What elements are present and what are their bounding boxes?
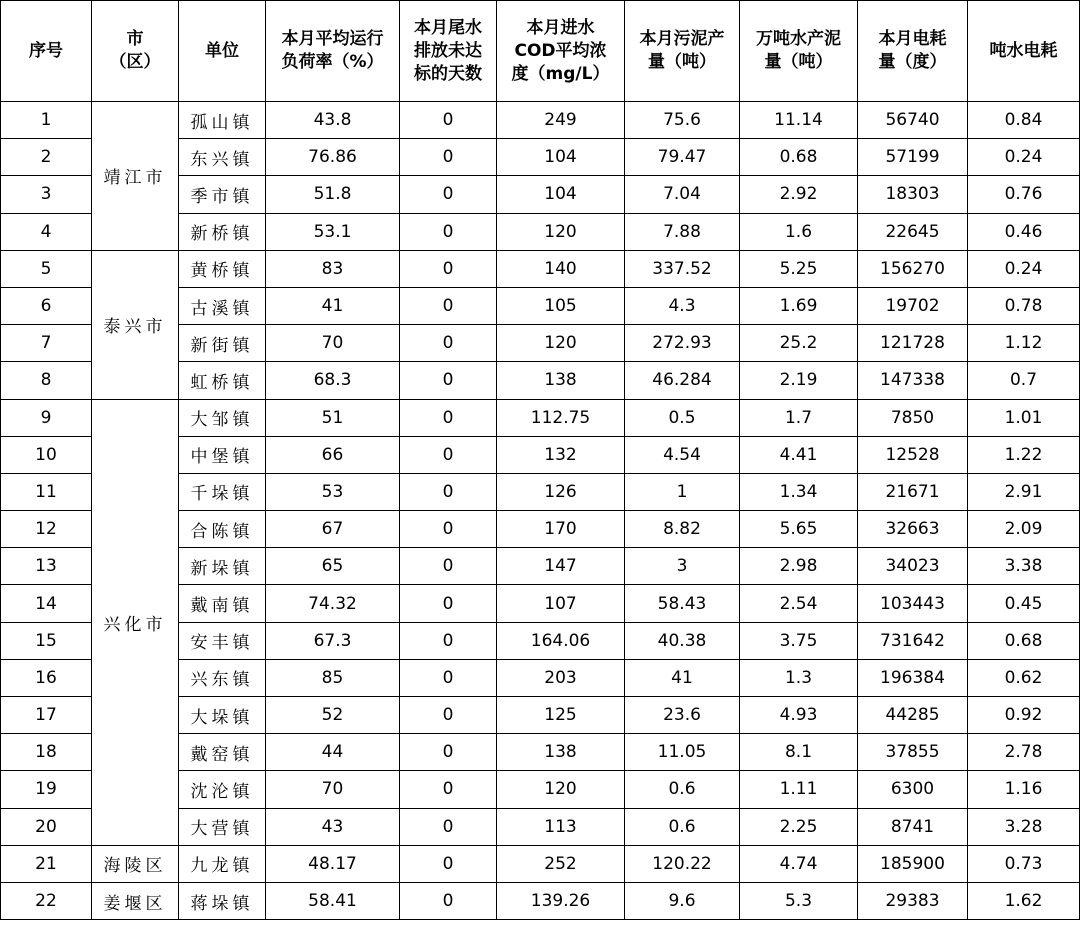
cell-sludge-per-10k: 2.98 [740, 548, 858, 585]
cell-power: 29383 [858, 882, 968, 919]
cell-power: 731642 [858, 622, 968, 659]
cell-load-rate: 52 [266, 697, 400, 734]
cell-load-rate: 65 [266, 548, 400, 585]
cell-power: 121728 [858, 325, 968, 362]
cell-sludge-per-10k: 1.3 [740, 659, 858, 696]
header-power-per-ton: 吨水电耗 [968, 1, 1080, 102]
cell-load-rate: 83 [266, 250, 400, 287]
cell-power: 185900 [858, 845, 968, 882]
cell-power: 22645 [858, 213, 968, 250]
cell-power-per-ton: 1.01 [968, 399, 1080, 436]
cell-noncompliant-days: 0 [400, 436, 497, 473]
cell-load-rate: 68.3 [266, 362, 400, 399]
cell-load-rate: 44 [266, 734, 400, 771]
cell-power: 18303 [858, 176, 968, 213]
cell-sludge-per-10k: 5.65 [740, 511, 858, 548]
cell-sludge: 8.82 [625, 511, 740, 548]
header-index: 序号 [1, 1, 92, 102]
cell-sludge-per-10k: 8.1 [740, 734, 858, 771]
cell-cod: 203 [497, 659, 625, 696]
cell-unit: 新垛镇 [179, 548, 266, 585]
cell-unit: 兴东镇 [179, 659, 266, 696]
cell-unit: 孤山镇 [179, 102, 266, 139]
cell-cod: 132 [497, 436, 625, 473]
table-body [1, 102, 1080, 920]
cell-index: 18 [1, 734, 92, 771]
cell-noncompliant-days: 0 [400, 511, 497, 548]
cell-cod: 113 [497, 808, 625, 845]
cell-sludge: 0.6 [625, 771, 740, 808]
cell-noncompliant-days: 0 [400, 697, 497, 734]
cell-power-per-ton: 0.45 [968, 585, 1080, 622]
table-row [1, 845, 1080, 882]
cell-cod: 105 [497, 287, 625, 324]
cell-power-per-ton: 0.76 [968, 176, 1080, 213]
table-row [1, 882, 1080, 919]
cell-noncompliant-days: 0 [400, 771, 497, 808]
cell-sludge: 11.05 [625, 734, 740, 771]
cell-sludge-per-10k: 4.41 [740, 436, 858, 473]
cell-index: 12 [1, 511, 92, 548]
cell-index: 16 [1, 659, 92, 696]
cell-sludge-per-10k: 3.75 [740, 622, 858, 659]
cell-power-per-ton: 1.12 [968, 325, 1080, 362]
header-noncompliant-days: 本月尾水 排放未达 标的天数 [400, 1, 497, 102]
cell-noncompliant-days: 0 [400, 622, 497, 659]
table-row [1, 399, 1080, 436]
header-load-rate: 本月平均运行 负荷率（%） [266, 1, 400, 102]
cell-unit: 黄桥镇 [179, 250, 266, 287]
cell-unit: 新桥镇 [179, 213, 266, 250]
cell-noncompliant-days: 0 [400, 250, 497, 287]
cell-city: 靖江市 [92, 102, 179, 251]
cell-index: 7 [1, 325, 92, 362]
cell-unit: 沈沦镇 [179, 771, 266, 808]
cell-power: 56740 [858, 102, 968, 139]
cell-sludge-per-10k: 4.93 [740, 697, 858, 734]
cell-power-per-ton: 1.22 [968, 436, 1080, 473]
header-sludge-per-10k: 万吨水产泥 量（吨） [740, 1, 858, 102]
cell-load-rate: 41 [266, 287, 400, 324]
cell-load-rate: 67.3 [266, 622, 400, 659]
cell-power-per-ton: 1.62 [968, 882, 1080, 919]
cell-cod: 125 [497, 697, 625, 734]
cell-unit: 戴南镇 [179, 585, 266, 622]
cell-load-rate: 70 [266, 325, 400, 362]
cell-noncompliant-days: 0 [400, 176, 497, 213]
header-cod: 本月进水 COD平均浓 度（mg/L） [497, 1, 625, 102]
cell-noncompliant-days: 0 [400, 399, 497, 436]
cell-cod: 140 [497, 250, 625, 287]
cell-cod: 138 [497, 362, 625, 399]
cell-unit: 季市镇 [179, 176, 266, 213]
cell-sludge-per-10k: 1.6 [740, 213, 858, 250]
cell-power: 147338 [858, 362, 968, 399]
cell-power: 19702 [858, 287, 968, 324]
cell-sludge: 7.88 [625, 213, 740, 250]
cell-sludge: 9.6 [625, 882, 740, 919]
cell-index: 10 [1, 436, 92, 473]
cell-unit: 九龙镇 [179, 845, 266, 882]
cell-sludge: 46.284 [625, 362, 740, 399]
cell-power-per-ton: 3.28 [968, 808, 1080, 845]
cell-power-per-ton: 1.16 [968, 771, 1080, 808]
cell-unit: 安丰镇 [179, 622, 266, 659]
cell-power-per-ton: 0.24 [968, 250, 1080, 287]
cell-noncompliant-days: 0 [400, 585, 497, 622]
cell-sludge: 4.54 [625, 436, 740, 473]
cell-sludge: 272.93 [625, 325, 740, 362]
cell-power: 196384 [858, 659, 968, 696]
cell-noncompliant-days: 0 [400, 882, 497, 919]
cell-noncompliant-days: 0 [400, 808, 497, 845]
cell-power-per-ton: 0.73 [968, 845, 1080, 882]
cell-index: 6 [1, 287, 92, 324]
cell-power: 8741 [858, 808, 968, 845]
cell-unit: 虹桥镇 [179, 362, 266, 399]
cell-cod: 120 [497, 771, 625, 808]
cell-sludge: 1 [625, 473, 740, 510]
cell-noncompliant-days: 0 [400, 473, 497, 510]
cell-noncompliant-days: 0 [400, 213, 497, 250]
cell-sludge: 23.6 [625, 697, 740, 734]
cell-sludge-per-10k: 2.92 [740, 176, 858, 213]
cell-sludge-per-10k: 0.68 [740, 139, 858, 176]
cell-load-rate: 43.8 [266, 102, 400, 139]
cell-cod: 249 [497, 102, 625, 139]
cell-noncompliant-days: 0 [400, 287, 497, 324]
cell-unit: 合陈镇 [179, 511, 266, 548]
cell-power: 37855 [858, 734, 968, 771]
header-sludge: 本月污泥产 量（吨） [625, 1, 740, 102]
cell-index: 17 [1, 697, 92, 734]
cell-load-rate: 74.32 [266, 585, 400, 622]
cell-cod: 126 [497, 473, 625, 510]
cell-sludge-per-10k: 1.34 [740, 473, 858, 510]
cell-load-rate: 58.41 [266, 882, 400, 919]
cell-power-per-ton: 0.78 [968, 287, 1080, 324]
cell-index: 13 [1, 548, 92, 585]
cell-load-rate: 53.1 [266, 213, 400, 250]
cell-city: 泰兴市 [92, 250, 179, 399]
cell-noncompliant-days: 0 [400, 845, 497, 882]
cell-power-per-ton: 2.91 [968, 473, 1080, 510]
cell-index: 11 [1, 473, 92, 510]
cell-unit: 新街镇 [179, 325, 266, 362]
table-header [1, 1, 1080, 102]
cell-cod: 120 [497, 325, 625, 362]
cell-load-rate: 53 [266, 473, 400, 510]
cell-noncompliant-days: 0 [400, 139, 497, 176]
cell-noncompliant-days: 0 [400, 548, 497, 585]
cell-power: 57199 [858, 139, 968, 176]
cell-power: 103443 [858, 585, 968, 622]
cell-load-rate: 43 [266, 808, 400, 845]
cell-noncompliant-days: 0 [400, 325, 497, 362]
cell-sludge: 120.22 [625, 845, 740, 882]
cell-power-per-ton: 2.09 [968, 511, 1080, 548]
cell-load-rate: 51.8 [266, 176, 400, 213]
cell-power-per-ton: 0.92 [968, 697, 1080, 734]
cell-sludge: 3 [625, 548, 740, 585]
header-city: 市 （区） [92, 1, 179, 102]
cell-unit: 蒋垛镇 [179, 882, 266, 919]
cell-power-per-ton: 0.84 [968, 102, 1080, 139]
cell-noncompliant-days: 0 [400, 102, 497, 139]
cell-power-per-ton: 0.46 [968, 213, 1080, 250]
cell-unit: 千垛镇 [179, 473, 266, 510]
cell-cod: 164.06 [497, 622, 625, 659]
cell-index: 5 [1, 250, 92, 287]
cell-power-per-ton: 2.78 [968, 734, 1080, 771]
cell-power: 21671 [858, 473, 968, 510]
cell-load-rate: 67 [266, 511, 400, 548]
cell-cod: 107 [497, 585, 625, 622]
cell-load-rate: 66 [266, 436, 400, 473]
cell-cod: 139.26 [497, 882, 625, 919]
cell-index: 4 [1, 213, 92, 250]
cell-sludge: 0.6 [625, 808, 740, 845]
cell-unit: 中堡镇 [179, 436, 266, 473]
cell-load-rate: 85 [266, 659, 400, 696]
cell-cod: 138 [497, 734, 625, 771]
cell-power-per-ton: 0.7 [968, 362, 1080, 399]
header-unit: 单位 [179, 1, 266, 102]
cell-unit: 大邹镇 [179, 399, 266, 436]
cell-unit: 大垛镇 [179, 697, 266, 734]
cell-index: 21 [1, 845, 92, 882]
cell-load-rate: 51 [266, 399, 400, 436]
cell-sludge: 41 [625, 659, 740, 696]
cell-sludge: 0.5 [625, 399, 740, 436]
cell-power: 156270 [858, 250, 968, 287]
cell-power: 34023 [858, 548, 968, 585]
cell-sludge: 58.43 [625, 585, 740, 622]
cell-index: 2 [1, 139, 92, 176]
cell-cod: 112.75 [497, 399, 625, 436]
cell-unit: 大营镇 [179, 808, 266, 845]
cell-noncompliant-days: 0 [400, 659, 497, 696]
cell-sludge: 40.38 [625, 622, 740, 659]
cell-city: 姜堰区 [92, 882, 179, 919]
cell-unit: 古溪镇 [179, 287, 266, 324]
cell-load-rate: 76.86 [266, 139, 400, 176]
table-row [1, 250, 1080, 287]
cell-noncompliant-days: 0 [400, 362, 497, 399]
cell-sludge-per-10k: 2.25 [740, 808, 858, 845]
header-row [1, 1, 1080, 102]
cell-cod: 170 [497, 511, 625, 548]
cell-sludge-per-10k: 1.11 [740, 771, 858, 808]
cell-power-per-ton: 3.38 [968, 548, 1080, 585]
cell-cod: 147 [497, 548, 625, 585]
cell-cod: 104 [497, 139, 625, 176]
cell-sludge-per-10k: 5.3 [740, 882, 858, 919]
cell-index: 3 [1, 176, 92, 213]
cell-sludge-per-10k: 5.25 [740, 250, 858, 287]
cell-index: 1 [1, 102, 92, 139]
cell-index: 20 [1, 808, 92, 845]
cell-power-per-ton: 0.68 [968, 622, 1080, 659]
cell-sludge: 79.47 [625, 139, 740, 176]
cell-unit: 东兴镇 [179, 139, 266, 176]
cell-sludge-per-10k: 4.74 [740, 845, 858, 882]
cell-cod: 252 [497, 845, 625, 882]
header-power: 本月电耗 量（度） [858, 1, 968, 102]
cell-sludge-per-10k: 25.2 [740, 325, 858, 362]
cell-power-per-ton: 0.62 [968, 659, 1080, 696]
cell-power: 7850 [858, 399, 968, 436]
cell-noncompliant-days: 0 [400, 734, 497, 771]
cell-unit: 戴窑镇 [179, 734, 266, 771]
cell-power-per-ton: 0.24 [968, 139, 1080, 176]
cell-load-rate: 70 [266, 771, 400, 808]
cell-sludge: 337.52 [625, 250, 740, 287]
cell-sludge: 4.3 [625, 287, 740, 324]
cell-index: 9 [1, 399, 92, 436]
cell-city: 海陵区 [92, 845, 179, 882]
cell-sludge-per-10k: 1.7 [740, 399, 858, 436]
cell-sludge: 7.04 [625, 176, 740, 213]
cell-sludge-per-10k: 2.54 [740, 585, 858, 622]
cell-power: 6300 [858, 771, 968, 808]
cell-city: 兴化市 [92, 399, 179, 845]
cell-sludge-per-10k: 11.14 [740, 102, 858, 139]
cell-index: 15 [1, 622, 92, 659]
cell-sludge-per-10k: 1.69 [740, 287, 858, 324]
cell-power: 12528 [858, 436, 968, 473]
cell-index: 19 [1, 771, 92, 808]
table-row [1, 102, 1080, 139]
cell-cod: 104 [497, 176, 625, 213]
cell-sludge-per-10k: 2.19 [740, 362, 858, 399]
cell-index: 14 [1, 585, 92, 622]
cell-cod: 120 [497, 213, 625, 250]
cell-power: 32663 [858, 511, 968, 548]
cell-index: 22 [1, 882, 92, 919]
cell-load-rate: 48.17 [266, 845, 400, 882]
cell-sludge: 75.6 [625, 102, 740, 139]
cell-power: 44285 [858, 697, 968, 734]
cell-index: 8 [1, 362, 92, 399]
